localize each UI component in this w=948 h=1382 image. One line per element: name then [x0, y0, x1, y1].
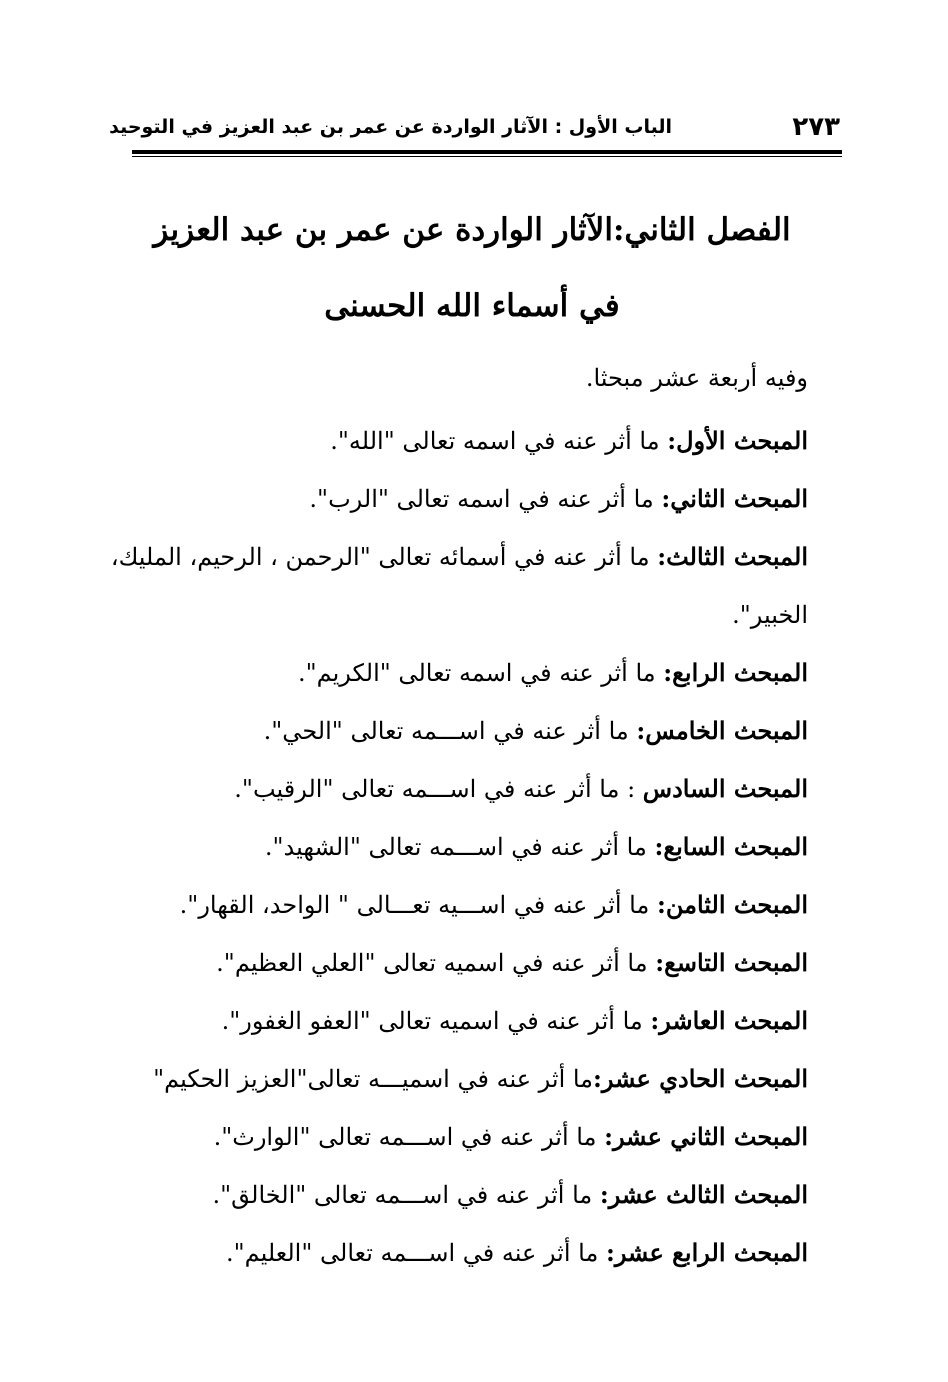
header-rule [132, 150, 842, 154]
topic-text: ما أثر عنه في اسميـــه تعالى"العزيز الحكيم" [153, 1065, 594, 1093]
running-title: الباب الأول : الآثار الواردة عن عمر بن عبد العزيز في التوحيد [109, 116, 672, 138]
topic-item [108, 1166, 808, 1224]
topic-text: ما أثر عنه في اســـمه تعالى "الحي". [263, 717, 637, 745]
topic-label: المبحث الثاني: [661, 484, 808, 513]
topic-item [108, 760, 808, 818]
topic-item [108, 1108, 808, 1166]
topic-label: المبحث الرابع عشر: [605, 1238, 808, 1267]
topic-text: ما أثر عنه في اسميه تعالى "العلي العظيم". [216, 949, 656, 977]
header-rule-thin [132, 156, 842, 157]
topic-text: ما أثر عنه في اسمه تعالى "الكريم". [297, 659, 664, 687]
chapter-title-line-1: الفصل الثاني:الآثار الواردة عن عمر بن عبد العزيز [153, 212, 791, 248]
topic-label: المبحث الثاني عشر: [604, 1122, 808, 1151]
topic-text: ما أثر عنه في اسميه تعالى "العفو الغفور". [221, 1007, 651, 1035]
topic-text: : ما أثر عنه في اســـمه تعالى "الرقيب". [234, 775, 643, 803]
topic-item [108, 876, 808, 934]
topic-item [108, 818, 808, 876]
topic-label: المبحث الأول: [667, 426, 808, 455]
topic-text: ما أثر عنه في أسمائه تعالى "الرحمن ، الرحيم، المليك، الخبير". [110, 543, 808, 629]
topic-item [108, 992, 808, 1050]
topic-item [108, 702, 808, 760]
topic-list [108, 412, 808, 1282]
topic-label: المبحث الثامن: [656, 890, 808, 919]
topic-label: المبحث العاشر: [650, 1006, 808, 1035]
topic-item [108, 528, 808, 644]
topic-label: المبحث الرابع: [663, 658, 808, 687]
chapter-title-line-2: في أسماء الله الحسنى [324, 288, 620, 324]
topic-item [108, 934, 808, 992]
topic-text: ما أثر عنه في اسمه تعالى "الرب". [309, 485, 662, 513]
intro-text: وفيه أربعة عشر مبحثا. [585, 364, 808, 392]
topic-text: ما أثر عنه في اســـمه تعالى "الشهيد". [264, 833, 655, 861]
topic-text: ما أثر عنه في اسمه تعالى "الله". [330, 427, 668, 455]
topic-text: ما أثر عنه في اســـمه تعالى "الخالق". [212, 1181, 600, 1209]
topic-item [108, 412, 808, 470]
topic-label: المبحث الخامس: [636, 716, 808, 745]
topic-item [108, 644, 808, 702]
topic-label: المبحث الحادي عشر: [593, 1064, 808, 1093]
topic-label: المبحث السابع: [654, 832, 808, 861]
topic-label: المبحث التاسع: [655, 948, 808, 977]
topic-item [108, 1224, 808, 1282]
page-number: ٢٧٣ [792, 112, 840, 142]
topic-label: المبحث الثالث عشر: [599, 1180, 808, 1209]
topic-label: المبحث الثالث: [657, 542, 808, 571]
topic-text: ما أثر عنه في اســـمه تعالى "العليم". [225, 1239, 606, 1267]
topic-item [108, 1050, 808, 1108]
running-header [109, 112, 842, 152]
topic-text: ما أثر عنه في اســـيه تعـــالى " الواحد، القهار". [179, 891, 657, 919]
topic-text: ما أثر عنه في اســـمه تعالى "الوارث". [213, 1123, 605, 1151]
topic-label: المبحث السادس [642, 774, 808, 803]
topic-item [108, 470, 808, 528]
